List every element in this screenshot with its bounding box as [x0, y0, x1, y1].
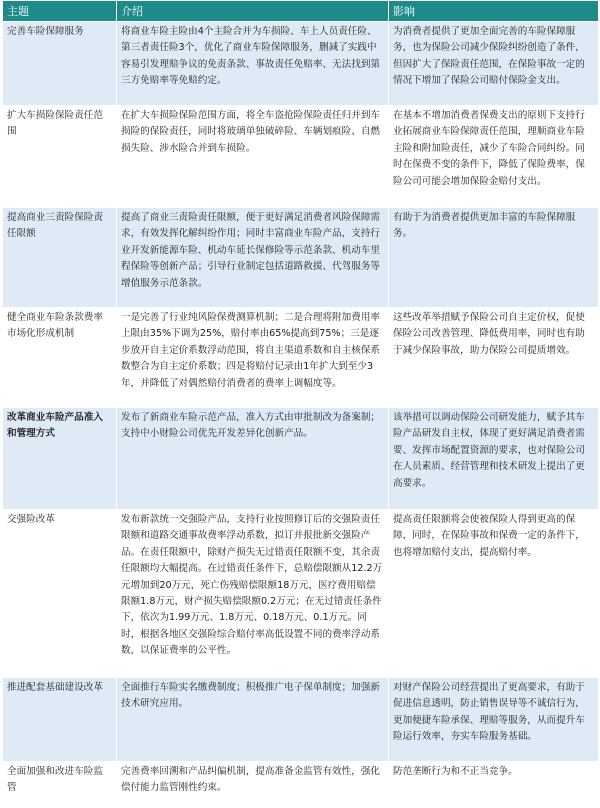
row-intro: 一是完善了行业纯风险保费测算机制；二是合理将附加费用率上限由35%下调为25%，赔付率由65%提高到75%；三是逐步放开自主定价系数浮动范围，将自主渠道系数和自主核保系数整合为自主定价系数；四是将赔付记录由1年扩大到至少3年，并降低了对偶然赔付消费者的费率上调幅度等。	[117, 308, 389, 408]
row-topic: 提高商业三责险保险责任限额	[3, 208, 117, 308]
row-topic: 完善车险保障服务	[3, 22, 117, 106]
row-impact: 提高责任限额将会使被保险人得到更高的保障，同时，在保险事故和保费一定的条件下，也将增加赔付支出，提高赔付率。	[389, 510, 599, 678]
table-row	[3, 22, 599, 106]
row-impact: 有助于为消费者提供更加丰富的车险保障服务。	[389, 208, 599, 308]
row-intro: 提高了商业三责险责任限额，便于更好满足消费者风险保障需求，有效发挥化解纠纷作用；同时丰富商业车险产品，支持行业开发新能源车险、机动车延长保修险等示范条款、机动车里程保险等创新产品；引导行业制定包括道路救援、代驾服务等增值服务示范条款。	[117, 208, 389, 308]
row-impact: 对财产保险公司经营提出了更高要求，有助于促进信息透明，防止销售误导等不诚信行为，更加便捷车险承保、理赔等服务，从而提升车险运行效率，夯实车险服务基础。	[389, 678, 599, 762]
table-row	[3, 208, 599, 308]
row-impact: 这些改革举措赋予保险公司自主定价权，促使保险公司改善管理、降低费用率，同时也有助于减少保险事故，助力保险公司提质增效。	[389, 308, 599, 408]
table-row	[3, 762, 599, 808]
row-intro: 发布了新商业车险示范产品，准入方式由审批制改为备案制；支持中小财险公司优先开发差异化创新产品。	[117, 408, 389, 510]
header-topic: 主题	[3, 1, 117, 22]
row-intro: 将商业车险主险由4个主险合并为车损险、车上人员责任险、第三者责任险3个，优化了商业车险保障服务，删减了实践中容易引发理赔争议的免责条款、事故责任免赔率、无法找到第三方免赔率等免赔约定。	[117, 22, 389, 106]
header-impact: 影响	[389, 1, 599, 22]
row-intro: 完善费率回溯和产品纠偏机制，提高准备金监管有效性，强化偿付能力监管刚性约束。	[117, 762, 389, 808]
row-topic: 推进配套基础建设改革	[3, 678, 117, 762]
row-topic: 改革商业车险产品准入和管理方式	[3, 408, 117, 510]
row-topic: 健全商业车险条款费率市场化形成机制	[3, 308, 117, 408]
header-intro: 介绍	[117, 1, 389, 22]
row-topic: 交强险改革	[3, 510, 117, 678]
row-impact: 为消费者提供了更加全面完善的车险保障服务，也为保险公司减少保险纠纷创造了条件，但因扩大了保险责任范围，在保险事故一定的情况下增加了保险公司赔付保险金支出。	[389, 22, 599, 106]
row-intro: 全面推行车险实名缴费制度；积极推广电子保单制度；加强新技术研究应用。	[117, 678, 389, 762]
row-impact: 防范垄断行为和不正当竞争。	[389, 762, 599, 808]
row-intro: 发布新款统一交强险产品，支持行业按照修订后的交强险责任限额和道路交通事故费率浮动系数，拟订并报批新交强险产品。在责任限额中，除财产损失无过错责任限额不变，其余责任限额均大幅提高。在过错责任条件下，总赔偿限额从12.2万元增加到20万元，死亡伤残赔偿限额18万元，医疗费用赔偿限额1.8万元，财产损失赔偿限额0.2万元；在无过错责任条件下，依次为1.99万元、1.8万元、0.18万元、0.1万元。同时，根据各地区交强险综合赔付率高低设置不同的费率浮动系数，以保证费率的公平性。	[117, 510, 389, 678]
row-intro: 在扩大车损险保险范围方面，将全车盗抢险保险责任归并到车损险的保险责任，同时将玻璃单独破碎险、车辆划痕险、自燃损失险、涉水险合并到车损险。	[117, 106, 389, 208]
row-topic: 全面加强和改进车险监管	[3, 762, 117, 808]
table-header-row	[3, 1, 599, 22]
table-row	[3, 106, 599, 208]
row-topic: 扩大车损险保险责任范围	[3, 106, 117, 208]
row-impact: 该举措可以调动保险公司研发能力，赋予其车险产品研发自主权，体现了更好满足消费者需要、发挥市场配置资源的要求，也对保险公司在人员素质、经营管理和技术研发上提出了更高要求。	[389, 408, 599, 510]
table-row	[3, 408, 599, 510]
table-row	[3, 510, 599, 678]
reform-table	[2, 0, 599, 808]
table-row	[3, 678, 599, 762]
table-row	[3, 308, 599, 408]
row-impact: 在基本不增加消费者保费支出的原则下支持行业拓展商业车险保障责任范围，理顺商业车险主险和附加险责任，减少了车险合同纠纷。同时在保费不变的条件下，降低了保险费率，保险公司可能会增加保险金赔付支出。	[389, 106, 599, 208]
